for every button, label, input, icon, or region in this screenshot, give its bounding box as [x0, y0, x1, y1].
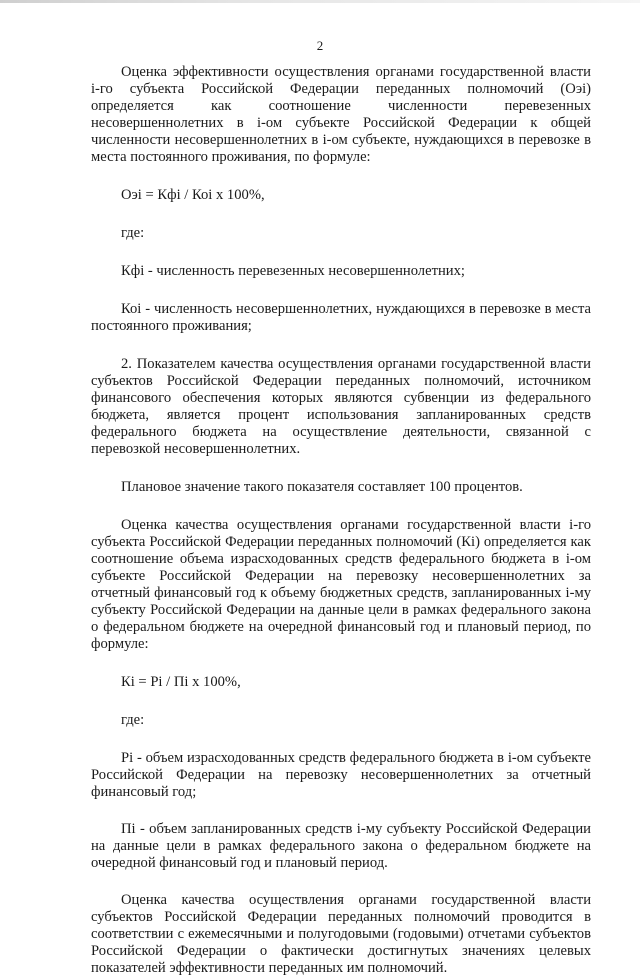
paragraph-reporting: Оценка качества осуществления органами государственной власти субъектов Российской Федерации переданных полномочий проводится в соответствии с ежемесячными и полугодовыми (годовыми) отчетами субъектов Российской Федерации о фактически достигнутых значениях целевых показателей эффективности переданных им полномочий. — [91, 892, 591, 976]
scan-top-edge — [0, 0, 640, 3]
formula-quality: Кi = Рi / Пi х 100%, — [121, 674, 241, 690]
paragraph-quality-assessment: Оценка качества осуществления органами государственной власти i-го субъекта Российской Федерации переданных полномочий (Кi) определяется как соотношение объема израсходованных средств федерального бюджета в i-ом субъекте Российской Федерации на перевозку несовершеннолетних за отчетный финансовый год к объему бюджетных средств, запланированных i-му субъекту Российской Федерации на данные цели в рамках федерального закона о федеральном бюджете на очередной финансовый год и плановый период, по формуле: — [91, 517, 591, 652]
paragraph-efficiency-assessment: Оценка эффективности осуществления органами государственной власти i-го субъекта Российской Федерации переданных полномочий (Оэi) определяется как соотношение численности перевезенных несовершеннолетних в i-ом субъекте Российской Федерации к общей численности несовершеннолетних в i-ом субъекте, нуждающихся в перевозке в места постоянного проживания, по формуле: — [91, 64, 591, 165]
formula-efficiency: Оэi = Кфi / Коi х 100%, — [121, 187, 265, 203]
paragraph-quality-indicator: 2. Показателем качества осуществления органами государственной власти субъектов Российской Федерации переданных полномочий, источником финансового обеспечения которых являются субвенции из федерального бюджета, является процент использования запланированных средств федерального бюджета на осуществление деятельности, связанной с перевозкой несовершеннолетних. — [91, 356, 591, 457]
paragraph-planned-value: Плановое значение такого показателя составляет 100 процентов. — [121, 479, 523, 495]
definition-pi: Пi - объем запланированных средств i-му субъекту Российской Федерации на данные цели в рамках федерального закона о федеральном бюджете на очередной финансовый год и плановый период. — [91, 821, 591, 871]
document-body — [91, 64, 591, 977]
page-number: 2 — [316, 38, 324, 53]
formula-where-label: где: — [121, 225, 145, 241]
formula-where-label-2: где: — [121, 712, 145, 728]
definition-koi: Коi - численность несовершеннолетних, нуждающихся в перевозке в места постоянного проживания; — [91, 301, 591, 334]
definition-kfi: Кфi - численность перевезенных несовершеннолетних; — [121, 263, 465, 279]
definition-ri: Рi - объем израсходованных средств федерального бюджета в i-ом субъекте Российской Федерации на перевозку несовершеннолетних за отчетный финансовый год; — [91, 750, 591, 800]
